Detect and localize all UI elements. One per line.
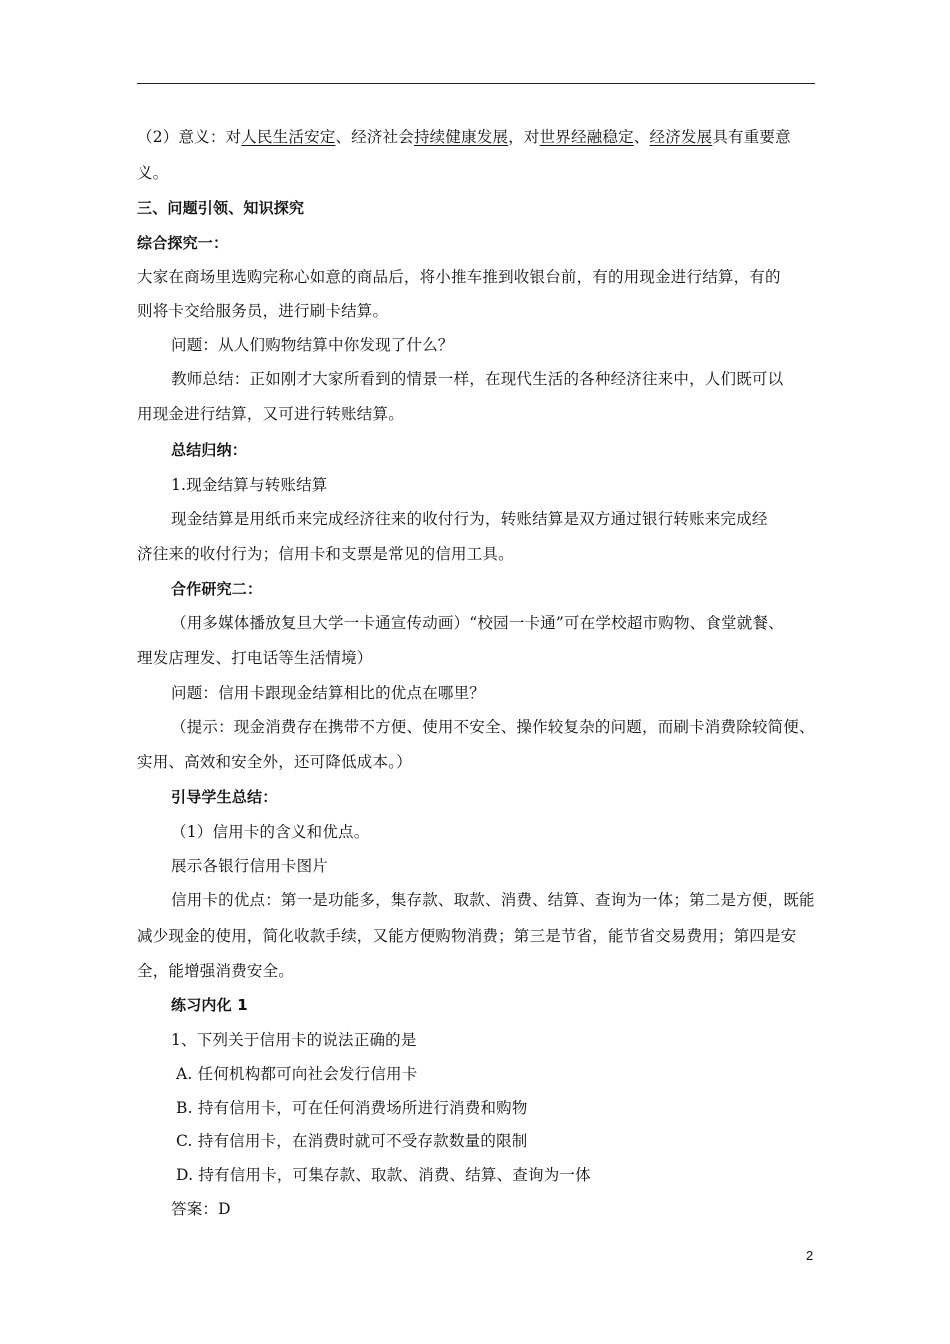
- option-c: C. 持有信用卡，在消费时就可不受存款数量的限制: [176, 1132, 528, 1150]
- paragraph-line: 信用卡的优点：第一是功能多，集存款、取款、消费、结算、查询为一体；第二是方便，既能: [171, 891, 815, 909]
- paragraph-line: （提示：现金消费存在携带不方便、使用不安全、操作较复杂的问题，而刷卡消费除较简便、: [171, 718, 815, 736]
- paragraph-line: 则将卡交给服务员，进行刷卡结算。: [137, 302, 389, 320]
- paragraph-line: 实用、高效和安全外，还可降低成本。）: [137, 753, 412, 771]
- option-b: B. 持有信用卡，可在任何消费场所进行消费和购物: [176, 1099, 528, 1117]
- paragraph-line: 教师总结：正如刚才大家所看到的情景一样，在现代生活的各种经济往来中，人们既可以: [171, 370, 784, 388]
- underlined-term: 人民生活安定: [241, 128, 336, 146]
- summary-title: 总结归纳：: [171, 441, 248, 459]
- explore2-title: 合作研究二：: [171, 580, 263, 598]
- paragraph-line: 现金结算是用纸币来完成经济往来的收付行为，转账结算是双方通过银行转账来完成经: [171, 510, 768, 528]
- explore1-title: 综合探究一：: [137, 234, 229, 252]
- list-item: 1.现金结算与转账结算: [171, 476, 328, 494]
- paragraph-line: （用多媒体播放复旦大学一卡通宣传动画）“校园一卡通”可在学校超市购物、食堂就餐、: [171, 614, 784, 632]
- paragraph-line: 济往来的收付行为；信用卡和支票是常见的信用工具。: [137, 545, 514, 563]
- paragraph-line: 全，能增强消费安全。: [137, 962, 295, 980]
- list-item: （1）信用卡的含义和优点。: [171, 823, 370, 841]
- paragraph-line: 大家在商场里选购完称心如意的商品后，将小推车推到收银台前，有的用现金进行结算，有的: [137, 268, 781, 286]
- option-a: A. 任何机构都可向社会发行信用卡: [176, 1065, 418, 1083]
- paragraph-line: 用现金进行结算，又可进行转账结算。: [137, 405, 404, 423]
- meaning-line: （2）意义：对人民生活安定、经济社会持续健康发展，对世界经融稳定、经济发展具有重要意: [137, 128, 791, 146]
- option-d: D. 持有信用卡，可集存款、取款、消费、结算、查询为一体: [176, 1166, 591, 1184]
- underlined-term: 经济发展: [649, 128, 713, 146]
- answer-line: 答案：D: [171, 1200, 231, 1218]
- practice-title: 练习内化 1: [171, 996, 248, 1014]
- header-rule: [137, 83, 815, 84]
- meaning-line-cont: 义。: [137, 164, 169, 182]
- underlined-term: 世界经融稳定: [539, 128, 634, 146]
- question-line: 1、下列关于信用卡的说法正确的是: [171, 1031, 417, 1049]
- paragraph-line: 减少现金的使用，简化收款手续，又能方便购物消费；第三是节省，能节省交易费用；第四是安: [137, 927, 797, 945]
- underlined-term: 持续健康发展: [413, 128, 509, 146]
- question-line: 问题：从人们购物结算中你发现了什么？: [171, 336, 454, 354]
- section-title: 三、问题引领、知识探究: [137, 199, 305, 217]
- paragraph-line: 理发店理发、打电话等生活情境）: [137, 649, 373, 667]
- question-line: 问题：信用卡跟现金结算相比的优点在哪里？: [171, 684, 486, 702]
- page-number: 2: [806, 1248, 814, 1263]
- paragraph-line: 展示各银行信用卡图片: [171, 857, 329, 875]
- guide-title: 引导学生总结：: [171, 788, 278, 806]
